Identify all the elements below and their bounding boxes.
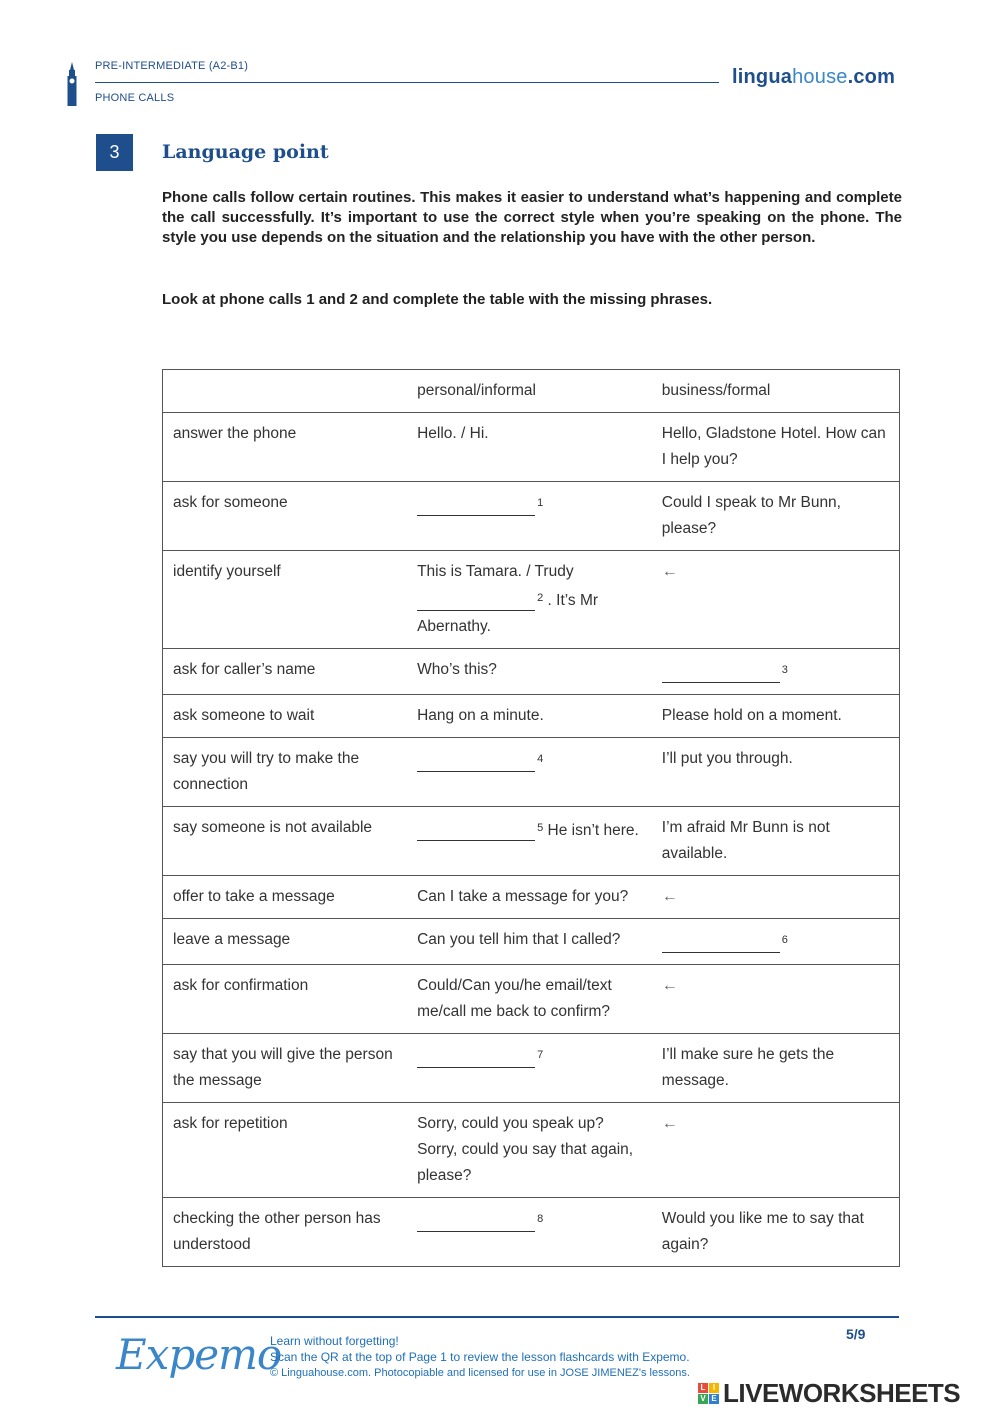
table-row <box>163 876 900 919</box>
blank-line[interactable] <box>662 952 780 953</box>
formal-text: Could I speak to Mr Bunn, please? <box>661 494 841 537</box>
blank-line[interactable] <box>417 610 535 611</box>
cell-formal <box>652 965 900 1034</box>
expemo-logo: Expemo <box>116 1330 282 1379</box>
badge-letter-i: I <box>709 1383 719 1393</box>
blank-number: 4 <box>537 753 544 765</box>
cell-function <box>163 965 408 1034</box>
section-title: Language point <box>162 141 329 163</box>
table-row <box>163 1198 900 1267</box>
informal-text: Can you tell him that I called? <box>417 931 621 948</box>
table-row <box>163 551 900 649</box>
cell-function <box>163 876 408 919</box>
blank-line[interactable] <box>417 771 535 772</box>
cell-function <box>163 551 408 649</box>
header-cell-informal: personal/informal <box>407 370 652 413</box>
phrases-table-body <box>163 370 900 1267</box>
informal-text-pre: This is Tamara. / Trudy <box>417 563 574 580</box>
function-text: checking the other person has understood <box>173 1210 381 1253</box>
footer-divider <box>95 1316 899 1318</box>
liveworksheets-wordmark: LIVEWORKSHEETS <box>723 1378 961 1408</box>
informal-text: Who’s this? <box>417 661 497 678</box>
cell-formal <box>652 738 900 807</box>
same-as-left-arrow-icon: ← <box>661 888 678 905</box>
informal-text: Could/Can you/he email/text me/call me back to confirm? <box>417 977 612 1020</box>
level-label: PRE-INTERMEDIATE (A2-B1) <box>95 60 249 72</box>
blank-number: 2 <box>537 592 544 604</box>
blank-number: 8 <box>537 1213 544 1225</box>
page-number: 5/9 <box>846 1326 866 1342</box>
blank-line[interactable] <box>417 515 535 516</box>
formal-text: Please hold on a moment. <box>661 707 842 724</box>
cell-function <box>163 919 408 965</box>
function-text: offer to take a message <box>173 888 335 905</box>
page-header <box>0 0 1000 120</box>
blank-number: 3 <box>781 664 788 676</box>
blank-line[interactable] <box>417 840 535 841</box>
cell-formal <box>652 482 900 551</box>
table-row <box>163 695 900 738</box>
cell-informal <box>407 551 652 649</box>
answer-blank-5[interactable] <box>417 815 543 844</box>
cell-informal <box>407 1034 652 1103</box>
intro-paragraph: Phone calls follow certain routines. This makes it easier to understand what’s happening and complete the call successfully. It’s important to use the correct style when you’re speaking on the phone. The style you use depends on the situation and the relationship you have with the other person. <box>162 189 902 246</box>
function-text: say you will try to make the connection <box>173 750 360 793</box>
same-as-left-arrow-icon: ← <box>661 1115 678 1132</box>
formal-text: I’ll put you through. <box>661 750 793 767</box>
header-divider <box>95 82 719 83</box>
informal-text: Hello. / Hi. <box>417 425 489 442</box>
function-text: ask someone to wait <box>173 707 315 724</box>
function-text: ask for confirmation <box>173 977 309 994</box>
answer-blank-6[interactable] <box>662 927 788 956</box>
cell-function <box>163 1198 408 1267</box>
answer-blank-2[interactable] <box>417 585 543 614</box>
blank-line[interactable] <box>662 682 780 683</box>
function-text: ask for repetition <box>173 1115 288 1132</box>
cell-formal <box>652 695 900 738</box>
same-as-left-arrow-icon: ← <box>661 977 678 994</box>
table-row <box>163 807 900 876</box>
same-as-left-arrow-icon: ← <box>661 563 678 580</box>
cell-informal <box>407 413 652 482</box>
table-row <box>163 413 900 482</box>
liveworksheets-badge-icon <box>698 1383 719 1404</box>
cell-formal <box>652 551 900 649</box>
badge-letter-e: E <box>709 1394 719 1404</box>
table-row <box>163 1034 900 1103</box>
cell-formal <box>652 919 900 965</box>
table-row <box>163 965 900 1034</box>
blank-line[interactable] <box>417 1067 535 1068</box>
function-text: say someone is not available <box>173 819 373 836</box>
section-number-badge: 3 <box>96 134 133 171</box>
answer-blank-7[interactable] <box>417 1042 543 1071</box>
table-row <box>163 482 900 551</box>
function-text: leave a message <box>173 931 291 948</box>
cell-informal <box>407 965 652 1034</box>
cell-function <box>163 695 408 738</box>
blank-line[interactable] <box>417 1231 535 1232</box>
table-header-row <box>163 370 900 413</box>
phrases-table <box>162 369 900 1267</box>
cell-informal <box>407 919 652 965</box>
cell-function <box>163 807 408 876</box>
footer-line-1: Learn without forgetting! <box>270 1334 399 1348</box>
cell-informal <box>407 1198 652 1267</box>
answer-blank-8[interactable] <box>417 1206 543 1235</box>
cell-informal <box>407 695 652 738</box>
cell-formal <box>652 413 900 482</box>
footer-line-3: © Linguahouse.com. Photocopiable and licensed for use in JOSE JIMENEZ's lessons. <box>270 1367 690 1379</box>
footer-line-2: Scan the QR at the top of Page 1 to review the lesson flashcards with Expemo. <box>270 1350 690 1364</box>
function-text: ask for someone <box>173 494 288 511</box>
cell-formal <box>652 1103 900 1198</box>
logo-part-lingua: lingua <box>732 66 793 88</box>
cell-informal <box>407 738 652 807</box>
exercise-instruction: Look at phone calls 1 and 2 and complete the table with the missing phrases. <box>162 291 713 308</box>
function-text: ask for caller’s name <box>173 661 316 678</box>
linguahouse-logo <box>732 66 895 89</box>
cell-function <box>163 413 408 482</box>
formal-text: Would you like me to say that again? <box>661 1210 864 1253</box>
blank-number: 7 <box>537 1049 544 1061</box>
informal-text-post: . It’s Mr Abernathy. <box>417 592 599 635</box>
logo-part-com: .com <box>847 66 896 88</box>
function-text: say that you will give the person the message <box>173 1046 393 1089</box>
table-row <box>163 738 900 807</box>
topic-label: PHONE CALLS <box>95 92 175 104</box>
blank-number: 6 <box>781 934 788 946</box>
informal-text: Hang on a minute. <box>417 707 544 724</box>
cell-function <box>163 1034 408 1103</box>
function-text: answer the phone <box>173 425 297 442</box>
function-text: identify yourself <box>173 563 281 580</box>
cell-function <box>163 482 408 551</box>
answer-blank-4[interactable] <box>417 746 543 775</box>
cell-formal <box>652 1034 900 1103</box>
formal-text: I’m afraid Mr Bunn is not available. <box>661 819 830 862</box>
cell-function <box>163 738 408 807</box>
cell-function <box>163 649 408 695</box>
table-row <box>163 649 900 695</box>
cell-function <box>163 1103 408 1198</box>
cell-formal <box>652 807 900 876</box>
cell-informal <box>407 1103 652 1198</box>
informal-text-post: He isn’t here. <box>547 822 639 839</box>
blank-number: 5 <box>537 822 544 834</box>
cell-informal <box>407 649 652 695</box>
cell-informal <box>407 482 652 551</box>
badge-letter-v: V <box>698 1394 708 1404</box>
cell-informal <box>407 807 652 876</box>
cell-formal <box>652 649 900 695</box>
liveworksheets-watermark <box>698 1378 960 1409</box>
formal-text: Hello, Gladstone Hotel. How can I help you? <box>661 425 886 468</box>
cell-formal <box>652 876 900 919</box>
cell-formal <box>652 1198 900 1267</box>
big-ben-icon <box>64 62 80 106</box>
table-row <box>163 919 900 965</box>
logo-part-house: house <box>792 66 848 88</box>
blank-number: 1 <box>537 497 544 509</box>
answer-blank-1[interactable] <box>417 490 543 519</box>
informal-text: Sorry, could you speak up? Sorry, could you say that again, please? <box>417 1115 634 1184</box>
answer-blank-3[interactable] <box>662 657 788 686</box>
badge-letter-l: L <box>698 1383 708 1393</box>
informal-text: Can I take a message for you? <box>417 888 629 905</box>
header-cell-function <box>163 370 408 413</box>
table-row <box>163 1103 900 1198</box>
formal-text: I’ll make sure he gets the message. <box>661 1046 835 1089</box>
footer-text <box>270 1333 690 1381</box>
cell-informal <box>407 876 652 919</box>
header-cell-formal: business/formal <box>652 370 900 413</box>
